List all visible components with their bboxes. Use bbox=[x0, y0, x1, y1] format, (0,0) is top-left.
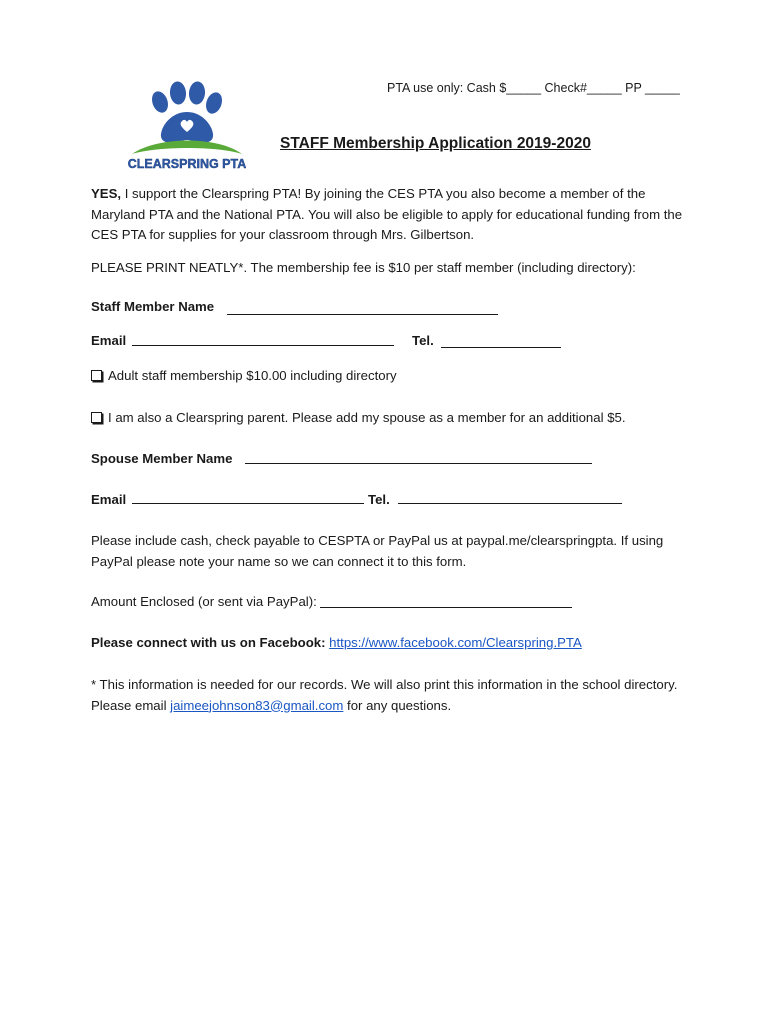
facebook-row bbox=[91, 633, 691, 654]
facebook-link[interactable]: https://www.facebook.com/Clearspring.PTA bbox=[329, 635, 582, 650]
tel-field[interactable] bbox=[441, 347, 561, 348]
spouse-member-name-field[interactable] bbox=[245, 463, 592, 464]
intro-text: I support the Clearspring PTA! By joining the CES PTA you also become a member of the Maryland PTA and the National PTA. You will also be eligible to apply for educational funding from the CES PTA for supplies for your classroom through Mrs. Gilbertson. bbox=[91, 186, 683, 242]
logo-wordmark: CLEARSPRING PTA bbox=[128, 157, 246, 171]
footnote-text-end: for any questions. bbox=[343, 697, 452, 713]
staff-member-name-field[interactable] bbox=[227, 314, 498, 315]
spouse-tel-label: Tel. bbox=[368, 492, 390, 507]
footnote bbox=[91, 675, 691, 716]
amount-enclosed-row bbox=[91, 592, 691, 613]
clearspring-pta-logo bbox=[128, 80, 246, 176]
email-field[interactable] bbox=[132, 345, 394, 346]
spouse-email-label: Email bbox=[91, 492, 127, 507]
parent-spouse-label: I am also a Clearspring parent. Please add my spouse as a member for an additional $5. bbox=[108, 410, 626, 425]
adult-membership-label: Adult staff membership $10.00 including directory bbox=[108, 368, 397, 383]
intro-paragraph bbox=[91, 184, 691, 246]
email-label: Email bbox=[91, 333, 127, 348]
amount-enclosed-label: Amount Enclosed (or sent via PayPal): bbox=[91, 594, 321, 609]
pta-use-only-note: PTA use only: Cash $_____ Check#_____ PP _____ bbox=[387, 81, 680, 95]
spouse-email-field[interactable] bbox=[132, 503, 364, 504]
green-hill bbox=[132, 141, 242, 155]
instructions-text: PLEASE PRINT NEATLY*. The membership fee is $10 per staff member (including directory): bbox=[91, 260, 636, 275]
paw-icon bbox=[149, 81, 225, 143]
staff-member-name-label: Staff Member Name bbox=[91, 299, 215, 314]
tel-label: Tel. bbox=[412, 333, 434, 348]
spouse-member-name-label: Spouse Member Name bbox=[91, 451, 233, 466]
spouse-tel-field[interactable] bbox=[398, 503, 622, 504]
page-title: STAFF Membership Application 2019-2020 bbox=[280, 135, 591, 152]
payment-instructions: Please include cash, check payable to CESPTA or PayPal us at paypal.me/clearspringpta. If using PayPal please note your name so we can connect it to this form. bbox=[91, 533, 664, 569]
checkbox-icon[interactable] bbox=[91, 370, 102, 381]
contact-email-link[interactable]: jaimeejohnson83@gmail.com bbox=[170, 697, 344, 713]
parent-spouse-option[interactable] bbox=[91, 410, 626, 425]
amount-enclosed-field[interactable] bbox=[320, 595, 572, 608]
footnote-text: * This information is needed for our records. We will also print this information in the school directory. Please email bbox=[91, 677, 678, 713]
intro-lead: YES, bbox=[91, 186, 122, 201]
adult-membership-option[interactable] bbox=[91, 368, 397, 383]
checkbox-icon[interactable] bbox=[91, 412, 102, 423]
facebook-label: Please connect with us on Facebook: bbox=[91, 635, 330, 650]
